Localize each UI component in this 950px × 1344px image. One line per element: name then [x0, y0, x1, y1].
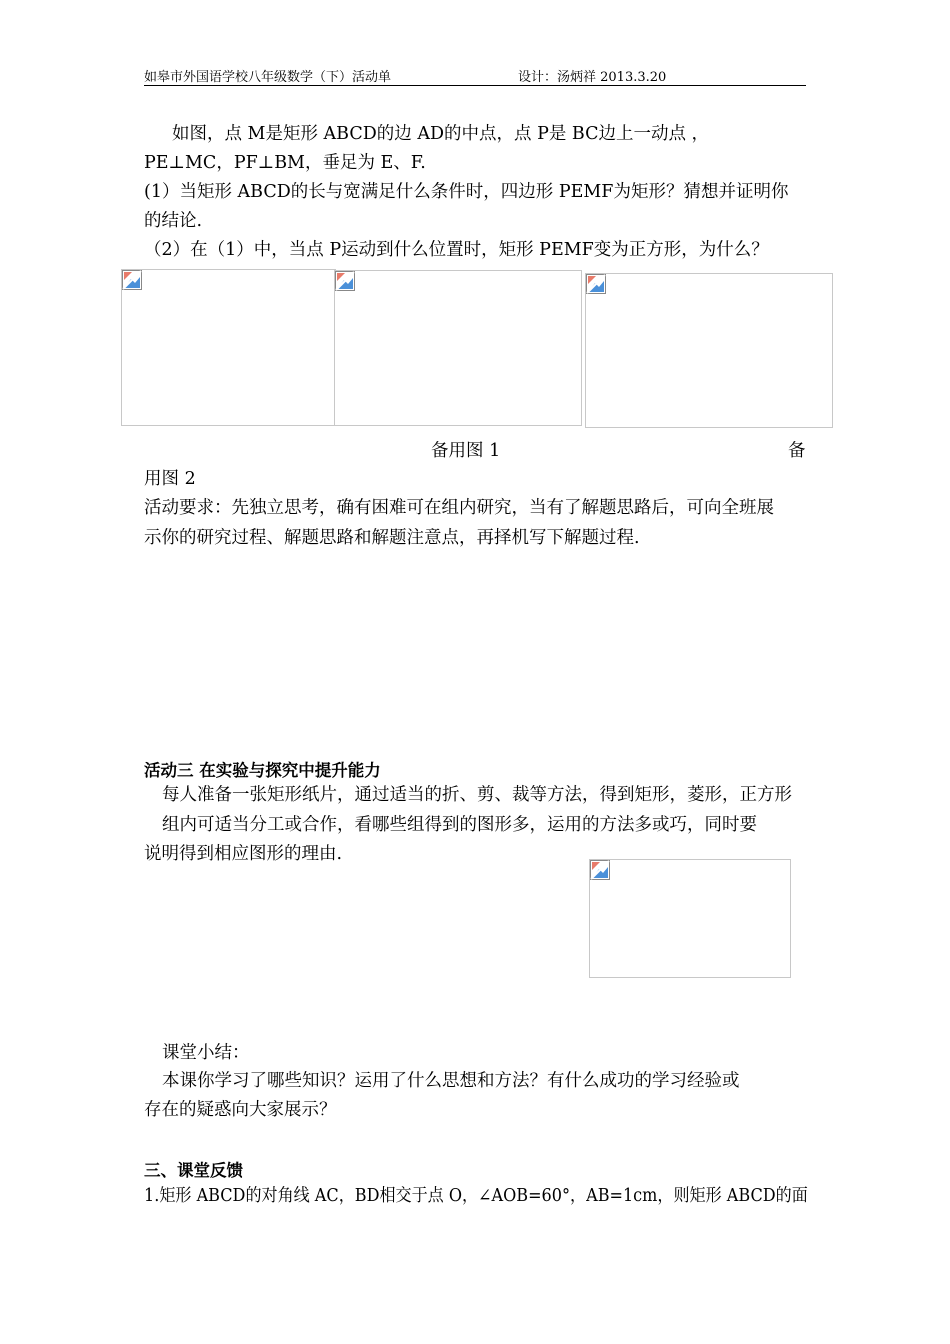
figure-activity3 [589, 859, 791, 978]
problem-line-4: 的结论. [144, 211, 203, 231]
summary-line-2: 存在的疑惑向大家展示？ [144, 1100, 337, 1120]
broken-image-icon [590, 860, 610, 880]
problem-line-3: (1）当矩形 ABCD的长与宽满足什么条件时，四边形 PEMF为矩形？猜想并证明你 [144, 182, 789, 202]
caption-spare-2-start: 备 [788, 441, 806, 461]
header-rule [144, 85, 806, 86]
feedback-title: 三、课堂反馈 [144, 1161, 243, 1180]
broken-image-icon [586, 274, 606, 294]
activity3-title: 活动三 在实验与探究中提升能力 [144, 761, 381, 780]
problem-line-5: （2）在（1）中，当点 P运动到什么位置时，矩形 PEMF变为正方形，为什么？ [144, 240, 769, 260]
summary-title: 课堂小结： [162, 1043, 250, 1063]
summary-line-1: 本课你学习了哪些知识？运用了什么思想和方法？有什么成功的学习经验或 [162, 1071, 740, 1091]
feedback-item-1: 1.矩形 ABCD的对角线 AC，BD相交于点 O，∠AOB=60°，AB=1cm，则矩形 ABCD的面 [144, 1186, 808, 1206]
problem-line-1: 如图，点 M是矩形 ABCD的边 AD的中点，点 P是 BC边上一动点 ， [172, 124, 710, 144]
figure-spare-1 [334, 270, 582, 426]
activity3-line-3: 说明得到相应图形的理由. [144, 844, 343, 864]
requirement-line-1: 活动要求：先独立思考，确有困难可在组内研究，当有了解题思路后，可向全班展 [144, 498, 774, 518]
header-left: 如皋市外国语学校八年级数学（下）活动单 [144, 70, 392, 85]
broken-image-icon [122, 270, 142, 290]
activity3-line-1: 每人准备一张矩形纸片，通过适当的折、剪、裁等方法，得到矩形，菱形，正方形 [162, 785, 792, 805]
header-right: 设计：汤炳祥 2013.3.20 [518, 70, 667, 85]
figure-spare-2 [585, 273, 833, 428]
activity3-line-2: 组内可适当分工或合作，看哪些组得到的图形多，运用的方法多或巧，同时要 [162, 815, 757, 835]
caption-spare-1: 备用图 1 [431, 441, 501, 461]
requirement-line-2: 示你的研究过程、解题思路和解题注意点，再择机写下解题过程. [144, 528, 640, 548]
figure-main [121, 269, 336, 426]
caption-spare-2-end: 用图 2 [144, 469, 196, 489]
broken-image-icon [335, 271, 355, 291]
problem-line-2: PE⊥MC，PF⊥BM，垂足为 E、F. [144, 153, 426, 173]
